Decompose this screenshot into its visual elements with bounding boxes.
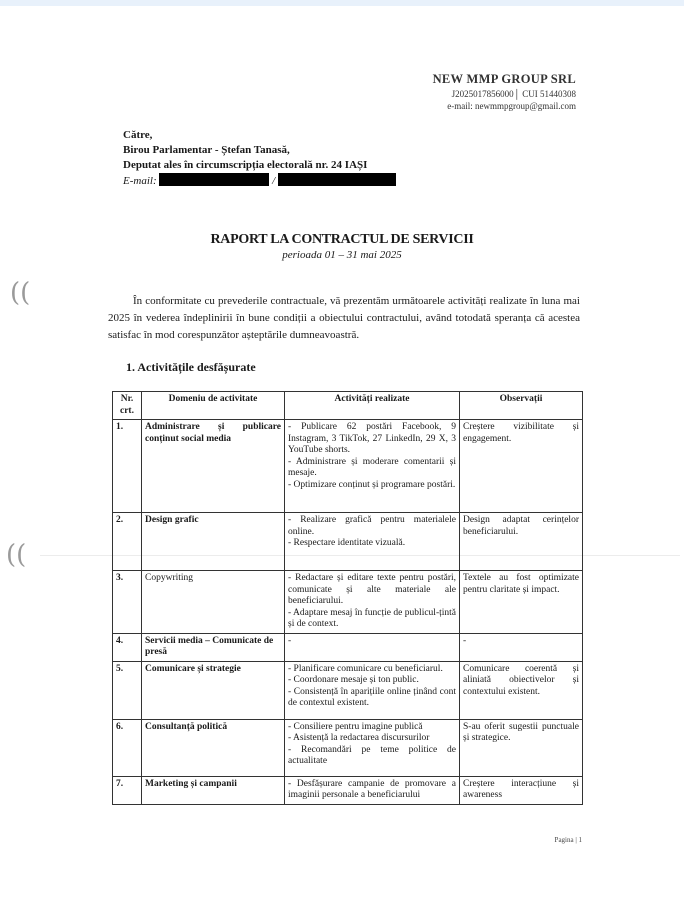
company-registration: J2025017856000│ CUI 51440308 — [451, 89, 576, 99]
recipient-email-separator: / — [272, 175, 276, 187]
row-notes: Textele au fost optimizate pentru claritate și impact. — [460, 571, 583, 634]
viewer-top-bar — [0, 0, 684, 6]
section-heading: 1. Activitățile desfășurate — [126, 360, 256, 374]
company-name: NEW MMP GROUP SRL — [432, 72, 576, 86]
table-row — [113, 420, 583, 513]
header-nr: Nr. crt. — [113, 392, 142, 420]
row-activities: - Consiliere pentru imagine publică - Asistență la redactarea discursurilor - Recomandări pe teme politice de actualitate — [285, 719, 460, 776]
header-notes: Observații — [460, 392, 583, 420]
table-row — [113, 571, 583, 634]
row-nr: 1. — [113, 420, 142, 513]
row-activities: - Redactare și editare texte pentru postări, comunicate și alte materiale ale beneficiarului. - Adaptare mesaj în funcție de publicul-țintă și de context. — [285, 571, 460, 634]
company-email: e-mail: newmmpgroup@gmail.com — [447, 101, 576, 111]
row-nr: 2. — [113, 513, 142, 571]
recipient-office: Birou Parlamentar - Ștefan Tanasă, — [123, 144, 290, 156]
recipient-email-label: E-mail: — [123, 175, 157, 187]
report-title: RAPORT LA CONTRACTUL DE SERVICII — [210, 232, 474, 247]
table-row — [113, 776, 583, 804]
scan-margin-mark: (( — [10, 278, 31, 308]
report-period: perioada 01 – 31 mai 2025 — [282, 249, 402, 261]
row-domain: Consultanță politică — [142, 719, 285, 776]
row-notes: Comunicare coerentă și aliniată obiectivelor și contextului existent. — [460, 661, 583, 719]
redacted-email-1 — [159, 173, 269, 186]
company-header — [433, 72, 576, 111]
row-nr: 4. — [113, 633, 142, 661]
table-row — [113, 513, 583, 571]
row-notes: - — [460, 633, 583, 661]
table-row — [113, 719, 583, 776]
redacted-email-2 — [278, 173, 396, 186]
recipient-deputy: Deputat ales în circumscripția electorală nr. 24 IAȘI — [123, 159, 368, 171]
row-nr: 6. — [113, 719, 142, 776]
row-domain: Servicii media – Comunicate de presă — [142, 633, 285, 661]
row-notes: S-au oferit sugestii punctuale și strategice. — [460, 719, 583, 776]
row-nr: 5. — [113, 661, 142, 719]
row-domain: Design grafic — [142, 513, 285, 571]
recipient-to: Către, — [123, 129, 153, 141]
row-notes: Design adaptat cerințelor beneficiarului. — [460, 513, 583, 571]
table-row — [113, 661, 583, 719]
row-nr: 3. — [113, 571, 142, 634]
row-nr: 7. — [113, 776, 142, 804]
row-activities: - — [285, 633, 460, 661]
row-notes: Creștere vizibilitate și engagement. — [460, 420, 583, 513]
row-activities: - Realizare grafică pentru materialele online. - Respectare identitate vizuală. — [285, 513, 460, 571]
row-domain: Comunicare și strategie — [142, 661, 285, 719]
row-activities: - Desfășurare campanie de promovare a imaginii personale a beneficiarului — [285, 776, 460, 804]
row-domain: Copywriting — [142, 571, 285, 634]
recipient-email-line — [123, 173, 396, 189]
row-activities: - Planificare comunicare cu beneficiarul. - Coordonare mesaje și ton public. - Consistență în aparițiile online ținând cont de contextul existent. — [285, 661, 460, 719]
activities-table — [112, 391, 583, 805]
intro-paragraph: În conformitate cu prevederile contractuale, vă prezentăm următoarele activități realizate în luna mai 2025 în vederea îndeplinirii în bune condiții a obiectului contractului, având totodată speranța că acestea satisfac în mod corespunzător așteptările dumneavoastră. — [108, 295, 580, 341]
recipient-block — [123, 128, 396, 189]
table-row — [113, 633, 583, 661]
row-domain: Administrare și publicare conținut social media — [142, 420, 285, 513]
row-notes: Creștere interacțiune și awareness — [460, 776, 583, 804]
header-activities: Activități realizate — [285, 392, 460, 420]
header-domain: Domeniu de activitate — [142, 392, 285, 420]
row-activities: - Publicare 62 postări Facebook, 9 Instagram, 3 TikTok, 27 LinkedIn, 29 X, 3 YouTube shorts. - Administrare și moderare comentarii și mesaje. - Optimizare conținut și programare postări. — [285, 420, 460, 513]
report-title-block — [0, 232, 684, 261]
scan-margin-mark: (( — [6, 540, 27, 570]
row-domain: Marketing și campanii — [142, 776, 285, 804]
table-header-row — [113, 392, 583, 420]
page-number: Pagina | 1 — [554, 836, 582, 844]
